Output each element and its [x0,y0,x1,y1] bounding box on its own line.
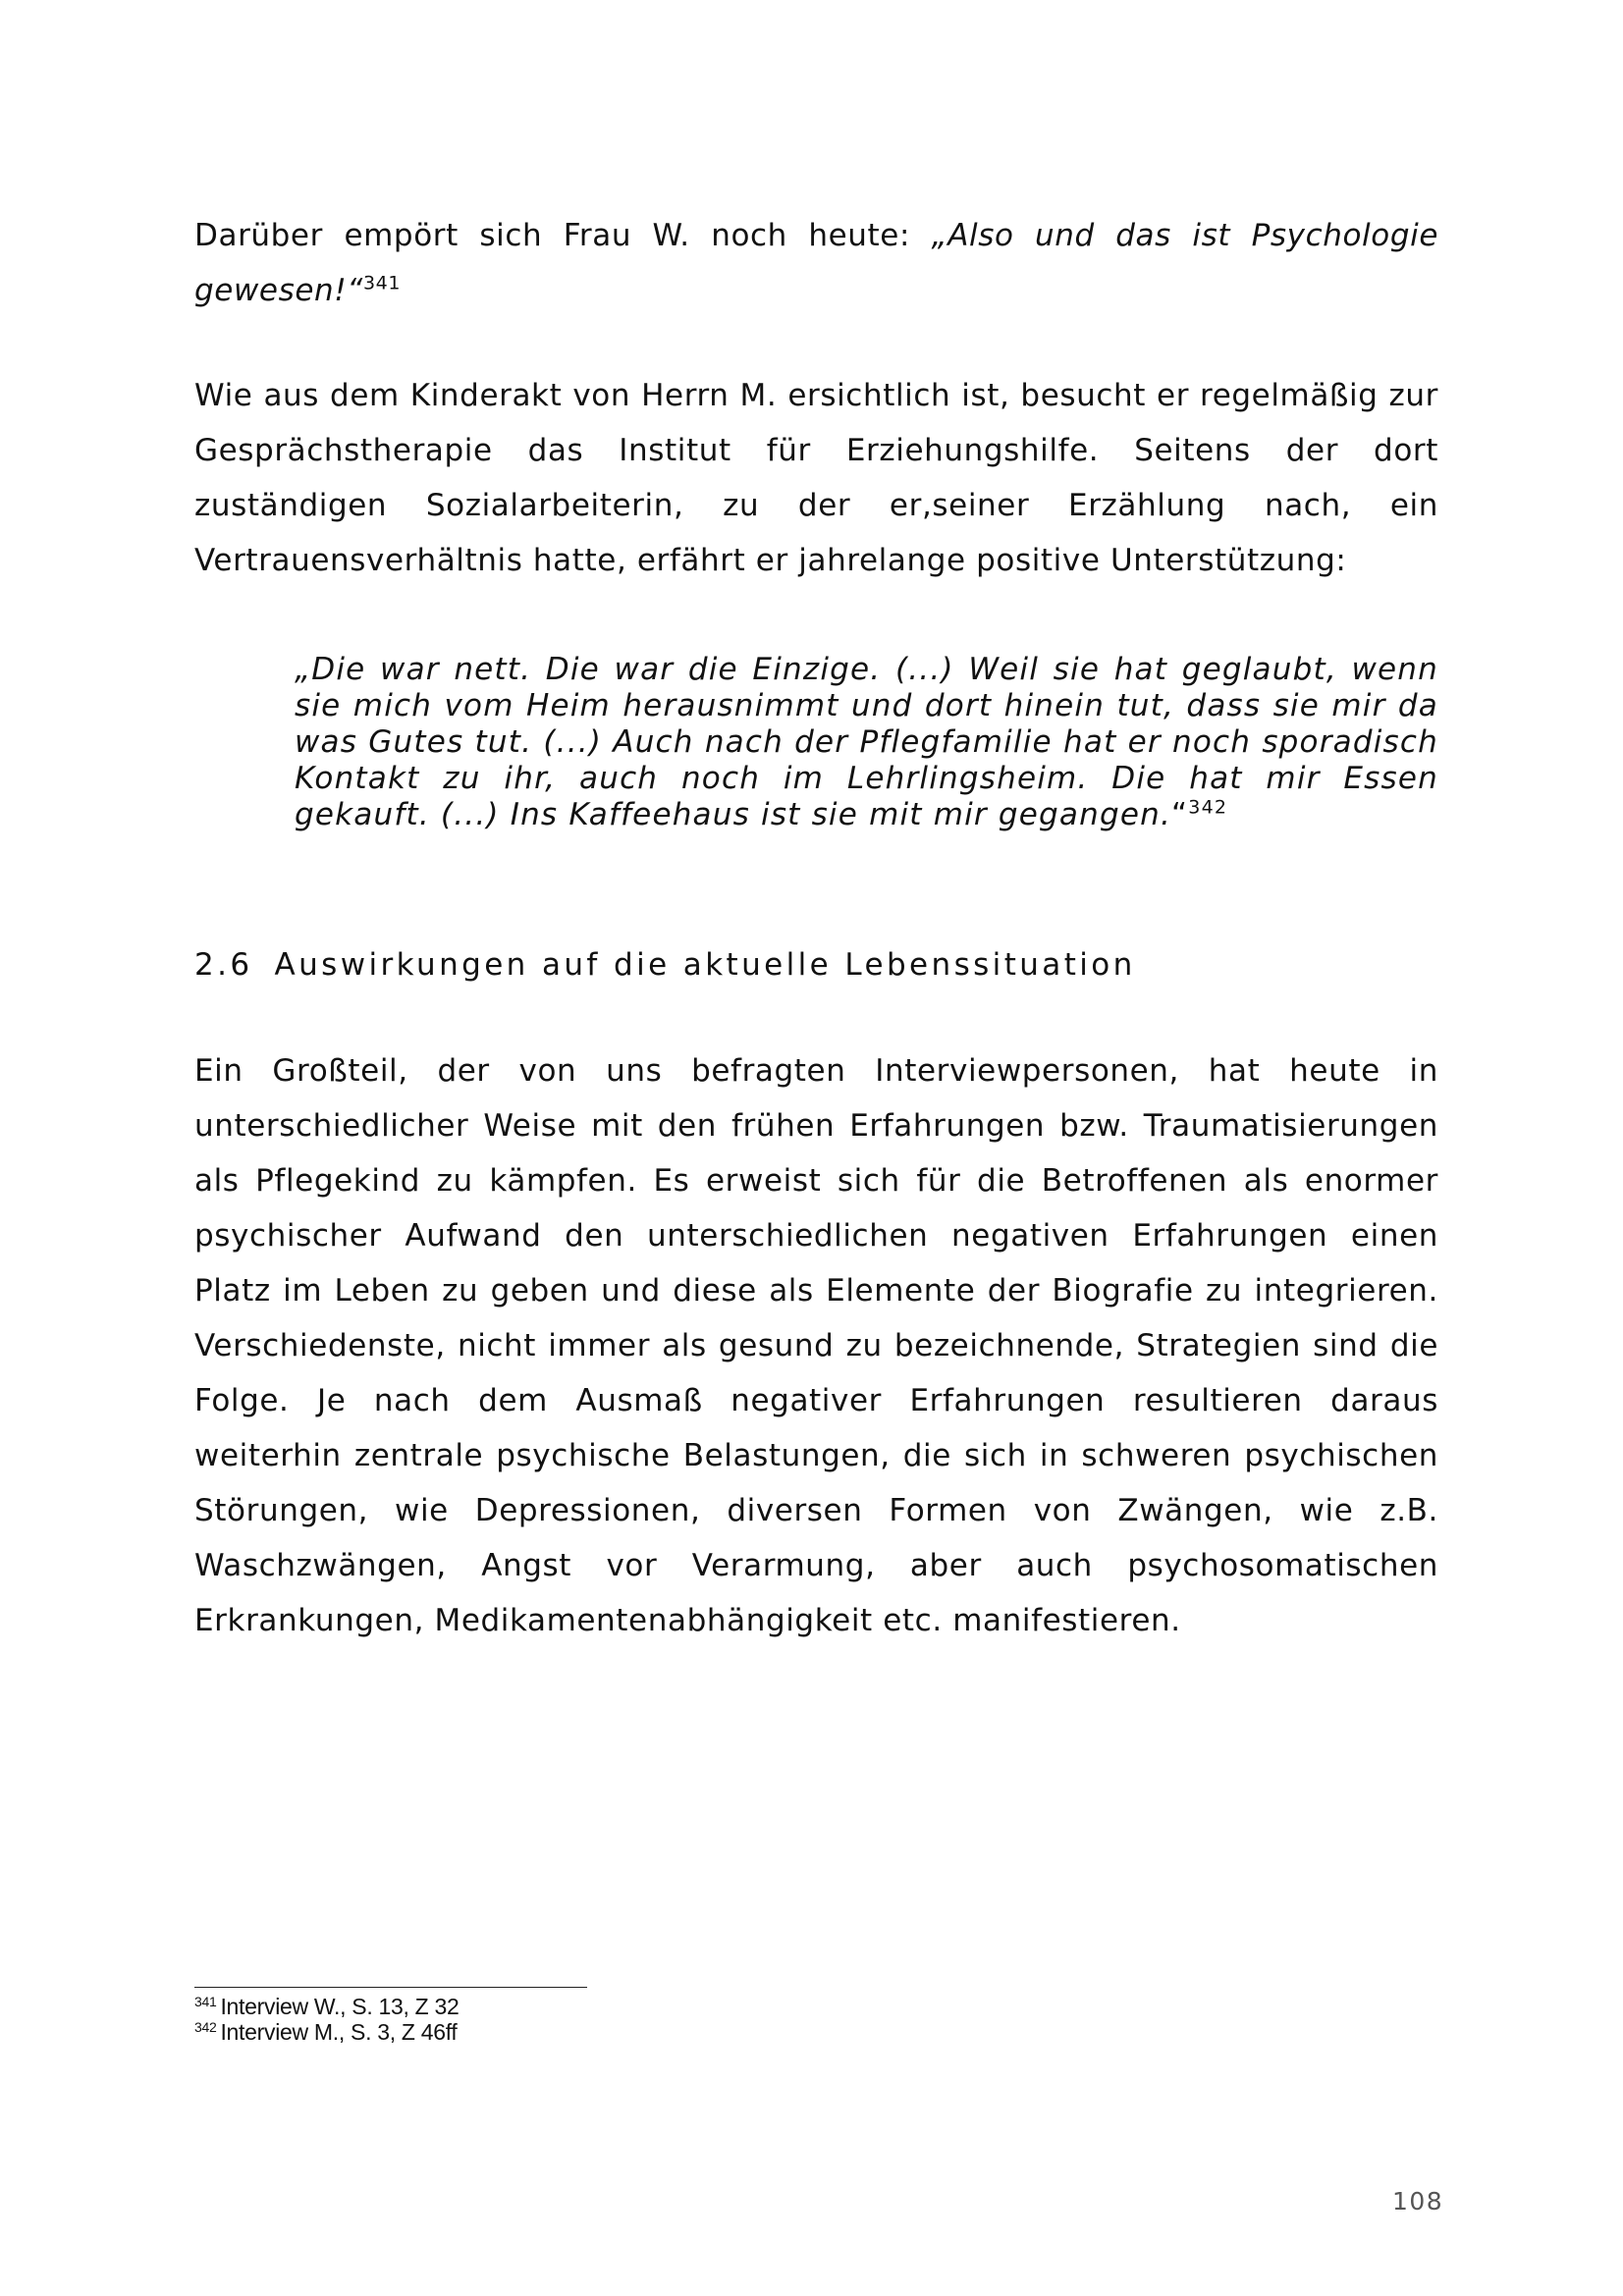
section-number: 2.6 [194,947,253,983]
paragraph-indignation [194,208,1438,318]
footnote-341 [194,1994,460,2019]
page-number: 108 [1392,2187,1444,2216]
footnote-number: 342 [194,2019,217,2035]
footnotes [194,1994,460,2045]
inline-quote: „Also und das ist Psychologie gewesen!“ [194,218,1438,308]
section-heading [194,945,1136,985]
section-title: Auswirkungen auf die aktuelle Lebenssituation [274,947,1136,983]
paragraph-therapy: Wie aus dem Kinderakt von Herrn M. ersichtlich ist, besucht er regelmäßig zur Gesprächstherapie das Institut für Erziehungshilfe. Seitens der dort zuständigen Sozialarbeiterin, zu der er,seiner Erzählung nach, ein Vertrauensverhältnis hatte, erfährt er jahrelange positive Unterstützung: [194,378,1438,578]
footnote-number: 341 [194,1994,217,2009]
footnote-ref-341: 341 [362,272,402,294]
paragraph-impact: Ein Großteil, der von uns befragten Interviewpersonen, hat heute in unterschiedlicher Weise mit den frühen Erfahrungen bzw. Traumatisierungen als Pflegekind zu kämpfen. Es erweist sich für die Betroffenen als enormer psychischer Aufwand den unterschiedlichen negativen Erfahrungen einen Platz im Leben zu geben und diese als Elemente der Biografie zu integrieren. Verschiedenste, nicht immer als gesund zu bezeichnende, Strategien sind die Folge. Je nach dem Ausmaß negativer Erfahrungen resultieren daraus weiterhin zentrale psychische Belastungen, die sich in schweren psychischen Störungen, wie Depressionen, diversen Formen von Zwängen, wie z.B. Waschzwängen, Angst vor Verarmung, aber auch psychosomatischen Erkrankungen, Medikamentenabhängigkeit etc. manifestieren. [194,1053,1438,1638]
block-quote-text: „Die war nett. Die war die Einzige. (...) Weil sie hat geglaubt, wenn sie mich vom Heim herausnimmt und dort hinein tut, dass sie mir da was Gutes tut. (...) Auch nach der Pflegfamilie hat er noch sporadisch Kontakt zu ihr, auch noch im Lehrlingsheim. Die hat mir Essen gekauft. (...) Ins Kaffeehaus ist sie mit mir gegangen. [295,652,1438,832]
block-quote [295,652,1438,833]
footnote-342 [194,2019,460,2045]
footnote-ref-342: 342 [1188,796,1228,819]
footnote-text: Interview M., S. 3, Z 46ff [220,2019,458,2045]
footnote-text: Interview W., S. 13, Z 32 [220,1994,460,2019]
paragraph-text: Darüber empört sich Frau W. noch heute: [194,218,932,253]
footnote-separator [194,1987,587,1988]
block-quote-closing-mark: “ [1171,797,1189,832]
